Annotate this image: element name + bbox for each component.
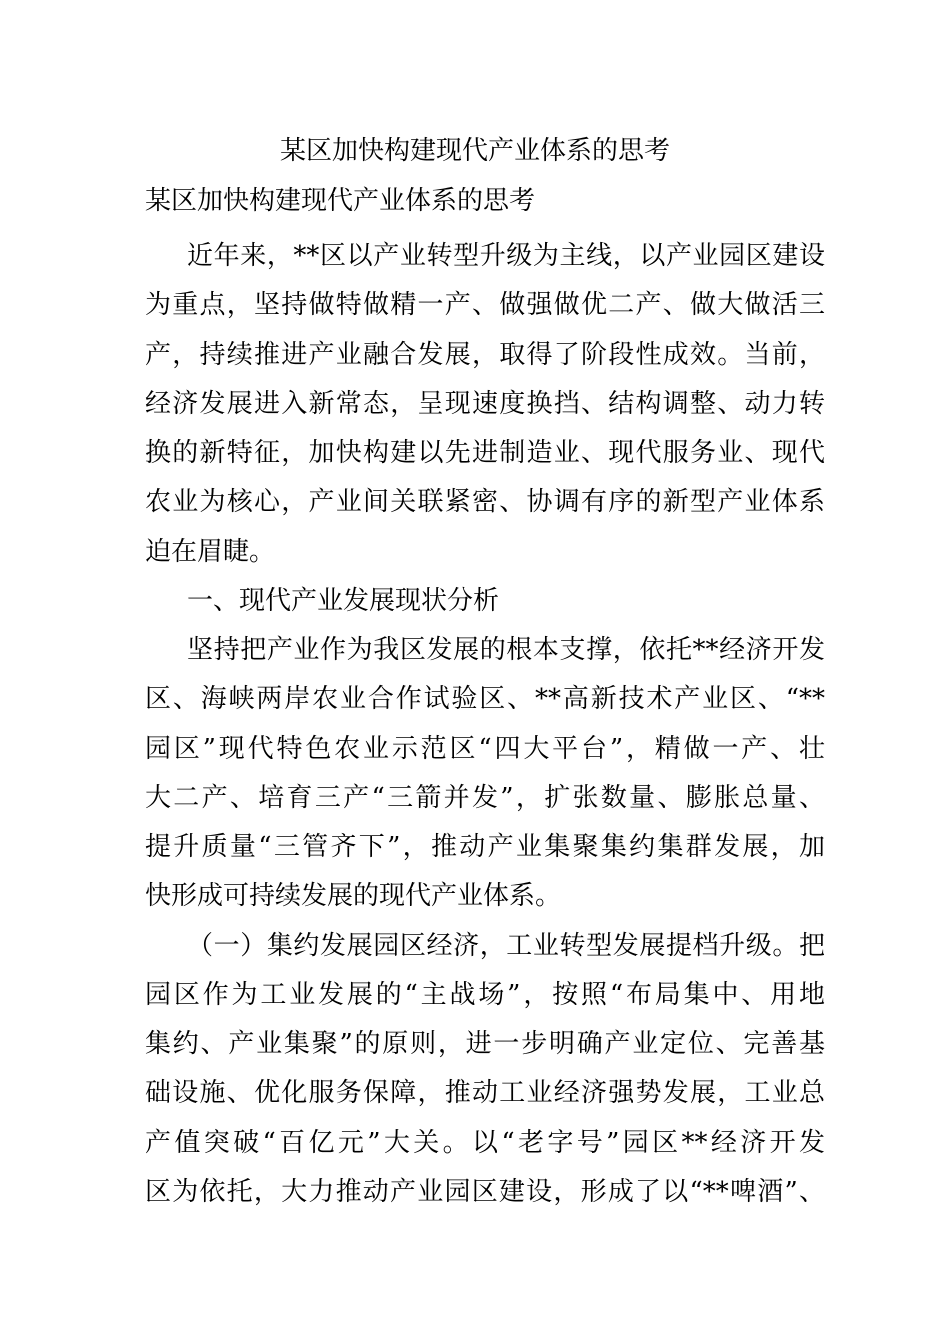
section-heading: 一、现代产业发展现状分析: [187, 585, 500, 616]
body-line: 为重点，坚持做特做精一产、做强做优二产、做大做活三: [145, 290, 825, 321]
body-line: 提升质量“三管齐下”，推动产业集聚集约集群发展，加: [145, 832, 825, 862]
body-line: 换的新特征，加快构建以先进制造业、现代服务业、现代: [145, 438, 825, 468]
body-line: 区、海峡两岸农业合作试验区、**高新技术产业区、“**: [145, 684, 825, 715]
body-line: 经济发展进入新常态，呈现速度换挡、结构调整、动力转: [145, 388, 825, 419]
document-subtitle: 某区加快构建现代产业体系的思考: [145, 186, 536, 216]
body-line: 大二产、培育三产“三箭并发”，扩张数量、膨胀总量、: [145, 782, 825, 813]
body-line: 产值突破“百亿元”大关。以“老字号”园区**经济开发: [145, 1127, 825, 1158]
body-line: 园区作为工业发展的“主战场”，按照“布局集中、用地: [145, 979, 825, 1010]
body-line: 农业为核心，产业间关联紧密、协调有序的新型产业体系: [145, 487, 825, 518]
body-line: 近年来，**区以产业转型升级为主线，以产业园区建设: [187, 241, 825, 271]
body-line: 集约、产业集聚”的原则，进一步明确产业定位、完善基: [145, 1029, 825, 1059]
body-line: 产，持续推进产业融合发展，取得了阶段性成效。当前，: [145, 339, 825, 370]
body-line: 区为依托，大力推动产业园区建设，形成了以“**啤酒”、: [145, 1176, 825, 1207]
document-title: 某区加快构建现代产业体系的思考: [279, 136, 670, 166]
document-body: [145, 232, 825, 1217]
body-line: 坚持把产业作为我区发展的根本支撑，依托**经济开发: [187, 635, 825, 665]
body-line: 快形成可持续发展的现代产业体系。: [145, 881, 562, 912]
body-line: 园区”现代特色农业示范区“四大平台”，精做一产、壮: [145, 733, 825, 764]
body-line: 迫在眉睫。: [145, 536, 276, 567]
body-line: （一）集约发展园区经济，工业转型发展提档升级。把: [187, 930, 825, 961]
body-line: 础设施、优化服务保障，推动工业经济强势发展，工业总: [145, 1078, 825, 1109]
